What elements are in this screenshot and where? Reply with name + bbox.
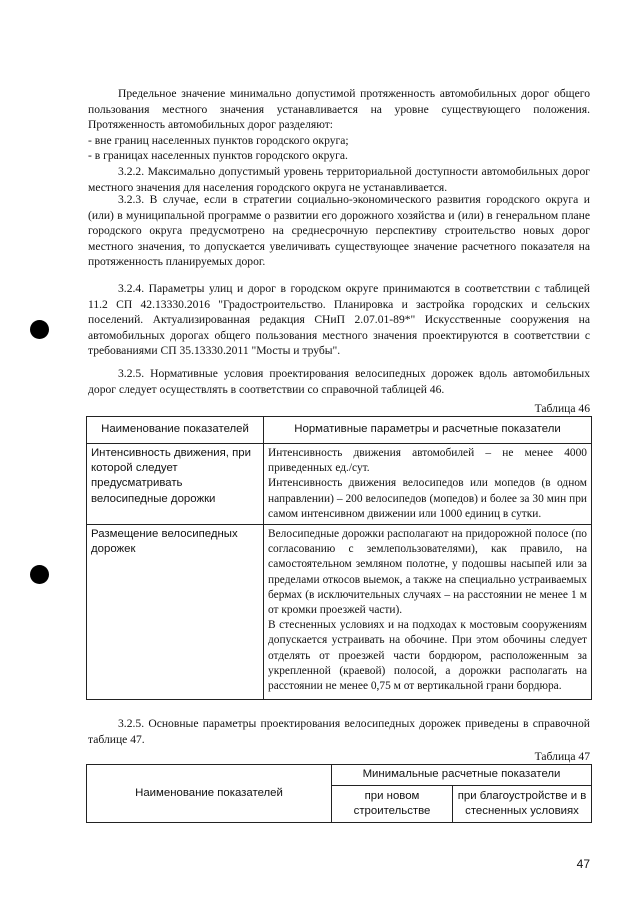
table-row: [87, 525, 592, 700]
cell-text: Велосипедные дорожки располагают на придорожной полосе (по согласованию с землепользователями), как правило, на самостоятельном земляном полотне, у подошвы насыпей или за пределами откосов выемок, а также на специально устраиваемых бермах (в исключительных случаях – на расстоянии не менее 1 м от кромки проезжей части).: [268, 528, 587, 617]
table-row: [87, 444, 592, 525]
table-header-row: [87, 417, 592, 444]
cell-text: Интенсивность движения велосипедов или мопедов (в одном направлении) – 200 велосипедов (мопедов) и более за 30 мин при самом интенсивном движении или 1000 единиц в сутки.: [268, 477, 587, 520]
cell-text: В стесненных условиях и на подходах к мостовым сооружениям допускается устраивать на обочине. При этом обочины следует отделять от проезжей части бордюром, расположенным за укрепленной (краевой) полосой, а дорожки располагать на расстоянии не менее 0,75 м от вертикальной грани бордюра.: [268, 619, 587, 693]
column-header: при новом строительстве: [332, 786, 453, 823]
paragraph-3-2-2: 3.2.2. Максимально допустимый уровень территориальной доступности автомобильных дорог местного значения для населения городского округа не устанавливается.: [88, 164, 590, 194]
paragraph-3-2-5-block: [88, 366, 590, 397]
page-number: 47: [576, 857, 590, 871]
punch-hole-icon: [30, 320, 49, 339]
table-cell: [264, 525, 592, 700]
list-item: - вне границ населенных пунктов городского округа;: [88, 133, 349, 147]
table-46: [86, 416, 592, 700]
table-cell: [264, 444, 592, 525]
column-header: при благоустройстве и в стесненных условиях: [453, 786, 592, 823]
table-46-caption: Таблица 46: [534, 402, 590, 415]
paragraph-3-2-4: 3.2.4. Параметры улиц и дорог в городском округе принимаются в соответствии с таблицей 11.2 СП 42.13330.2016 "Градостроительство. Планировка и застройка городских и сельских поселений. Актуализированная редакция СНиП 2.07.01-89*" Искусственные сооружения на автомобильных дорогах общего пользования местного значения проектируются в соответствии с требованиями СП 35.13330.2011 "Мосты и трубы".: [88, 282, 590, 358]
paragraph: Предельное значение минимально допустимой протяженность автомобильных дорог общего пользования местного значения устанавливается на уровне существующего положения. Протяженность автомобильных дорог разделяют:: [88, 87, 590, 132]
paragraph-3-2-5: 3.2.5. Нормативные условия проектирования велосипедных дорожек вдоль автомобильных дорог следует осуществлять в соответствии со справочной таблицей 46.: [88, 367, 590, 396]
table-cell: Размещение велосипедных дорожек: [87, 525, 264, 700]
punch-hole-icon: [30, 565, 49, 584]
table-47: [86, 764, 592, 823]
paragraph-3-2-5b: 3.2.5. Основные параметры проектирования велосипедных дорожек приведены в справочной таблице 47.: [88, 717, 590, 746]
table-47-caption: Таблица 47: [534, 750, 590, 763]
paragraph-3-2-3: 3.2.3. В случае, если в стратегии социально-экономического развития городского округа и (или) в муниципальной программе о развитии его дорожного хозяйства и (или) в генеральном плане городского округа предусмотрено на среднесрочную перспективу строительство новых дорог местного значения, то допускается увеличивать существующее значение расчетного показателя на протяженность планируемых дорог.: [88, 193, 590, 269]
paragraph-3-2-4-block: [88, 281, 590, 359]
column-header: Наименование показателей: [87, 765, 332, 823]
paragraph-3-2-3-block: [88, 192, 590, 270]
column-header: Наименование показателей: [87, 417, 264, 444]
paragraph-3-2-5b-block: [88, 716, 590, 747]
table-cell: Интенсивность движения, при которой следует предусматривать велосипедные дорожки: [87, 444, 264, 525]
table-header-row: [87, 765, 592, 786]
list-item: - в границах населенных пунктов городского округа.: [88, 149, 348, 163]
intro-section: [88, 86, 590, 195]
column-group-header: Минимальные расчетные показатели: [332, 765, 592, 786]
cell-text: Интенсивность движения автомобилей – не менее 4000 приведенных ед./сут.: [268, 447, 587, 475]
column-header: Нормативные параметры и расчетные показатели: [264, 417, 592, 444]
